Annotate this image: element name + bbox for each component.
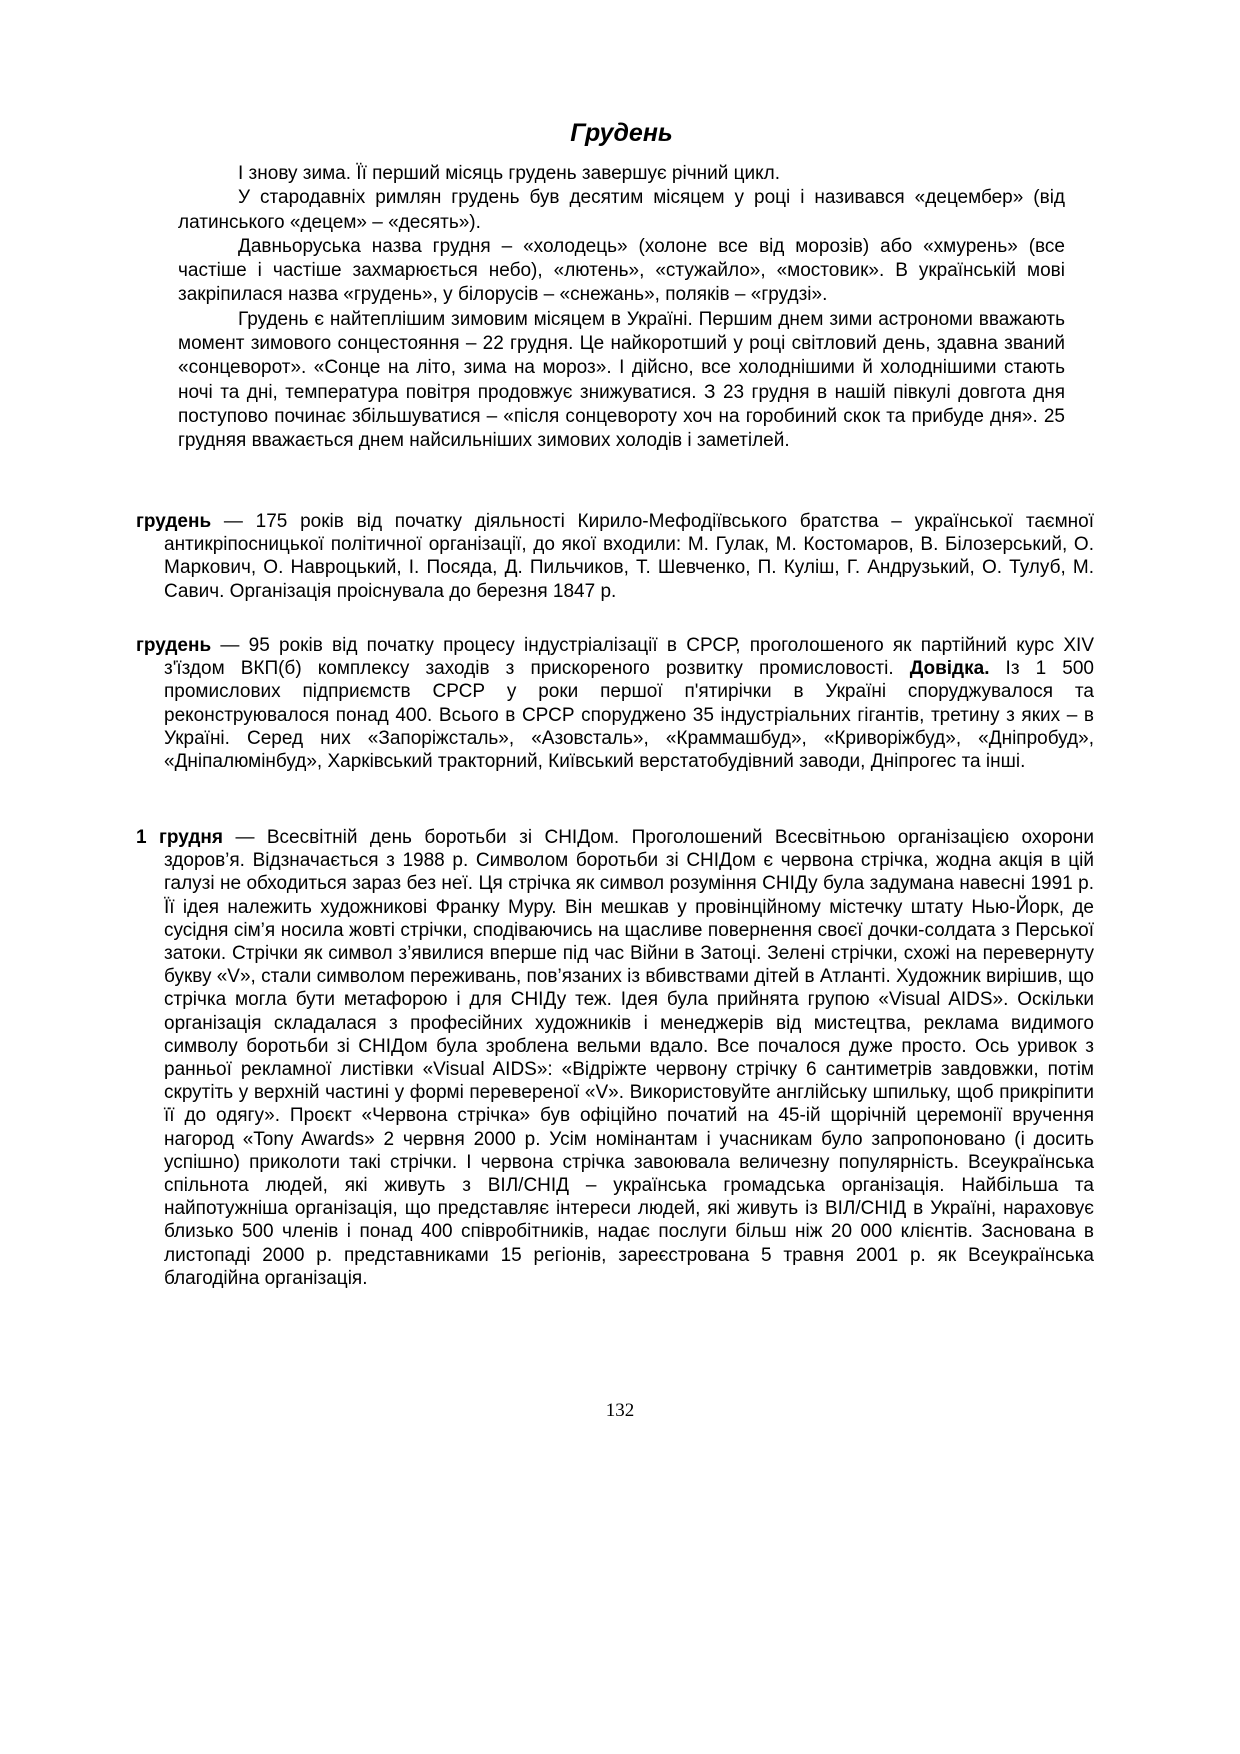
entry-item: [136, 826, 1094, 1290]
entry-text: — Всесвітній день боротьби зі СНІДом. Проголошений Всесвітньою організацією охорони здоров’я. Відзначається з 1988 р. Символом боротьби зі СНІДом є червона стрічка, жодна акція в цій галузі не обходиться зараз без неї. Ця стрічка як символ розуміння СНІДу була задумана навесні 1991 р. Її ідея належить художникові Франку Муру. Він мешкав у провінційному містечку штату Нью-Йорк, де сусідня сім’я носила жовті стрічки, сподіваючись на щасливе повернення своєї дочки-солдата з Перської затоки. Стрічки як символ з’явилися вперше під час Війни в Затоці. Зелені стрічки, схожі на перевернуту букву «V», стали символом переживань, пов’язаних із вбивствами дітей в Атланті. Художник вирішив, що стрічка могла бути метафорою і для СНІДу теж. Ідея була прийнята групою «Visual AIDS». Оскільки організація складалася з професійних художників і менеджерів від мистецтва, реклама видимого символу боротьби зі СНІДом була зроблена вельми вдало. Все почалося дуже просто. Ось уривок з ранньої рекламної листівки «Visual AIDS»: «Відріжте червону стрічку 6 сантиметрів завдовжки, потім скрутіть у верхній частині у формі перевереної «V». Використовуйте англійську шпильку, щоб прикріпити її до одягу». Проєкт «Червона стрічка» був офіційно початий на 45-ій щорічній церемонії вручення нагород «Tony Awards» 2 червня 2000 р. Усім номінантам і учасникам було запропоновано (і досить успішно) приколоти такі стрічки. І червона стрічка завоювала величезну популярність. Всеукраїнська спільнота людей, які живуть з ВІЛ/СНІД – українська громадська організація. Найбільша та найпотужніша організація, що представляє інтереси людей, які живуть із ВІЛ/СНІД в Україні, нараховує близько 500 членів і понад 400 співробітників, надає послуги більш ніж 20 000 клієнтів. Заснована в листопаді 2000 р. представниками 15 регіонів, зареєстрована 5 травня 2001 р. як Всеукраїнська благодійна організація.: [164, 827, 1094, 1289]
entry-text: — 95 років від початку процесу індустріалізації в СРСР, проголошеного як партійний курс XIV з'їздом ВКП(б) комплексу заходів з прискореного розвитку промисловості.: [164, 635, 1094, 680]
page-number: 132: [605, 1400, 635, 1421]
intro-paragraph: Грудень є найтеплішим зимовим місяцем в Україні. Першим днем зими астрономи вважають момент зимового сонцестояння – 22 грудня. Це найкоротший у році світловий день, здавна званий «сонцеворот». «Сонце на літо, зима на мороз». І дійсно, все холоднішими й холоднішими стають ночі та дні, температура повітря продовжує знижуватися. З 23 грудня в нашій півкулі довгота дня поступово починає збільшуватися – «після сонцевороту хоч на горобиний скок та прибуде дня». 25 грудняя вважається днем найсильніших зимових холодів і заметілей.: [178, 308, 1065, 452]
entry-text-continued: Із 1 500 промислових підприємств СРСР у роки першої п'ятирічки в Україні споруджувалося та реконструювалося понад 400. Всього в СРСР споруджено 35 індустріальних гігантів, третину з яких – в Україні. Серед них «Запоріжсталь», «Азовсталь», «Краммашбуд», «Криворіжбуд», «Дніпробуд», «Дніпалюмінбуд», Харківський тракторний, Київський верстатобудівний заводи, Дніпрогес та інші.: [164, 658, 1094, 773]
entry-lead: грудень: [136, 635, 212, 656]
entry-item: [136, 510, 1094, 603]
entry-lead: грудень: [136, 511, 212, 532]
intro-section: [178, 162, 1065, 454]
entry-text: — 175 років від початку діяльності Кирило-Мефодіївського братства – української таємної антикріпосницької політичної організації, до якої входили: М. Гулак, М. Костомаров, В. Білозерський, О. Маркович, О. Навроцький, І. Посяда, Д. Пильчиков, Т. Шевченко, П. Куліш, Г. Андрузький, О. Тулуб, М. Савич. Організація проіснувала до березня 1847 р.: [164, 511, 1094, 602]
entry-item: [136, 634, 1094, 773]
page-title: Грудень: [570, 119, 673, 147]
intro-paragraph: І знову зима. Її перший місяць грудень завершує річний цикл.: [238, 163, 780, 184]
intro-paragraph: У стародавніх римлян грудень був десятим місяцем у році і називався «децембер» (від латинського «децем» – «десять»).: [178, 187, 1065, 233]
entry-note-label: Довідка.: [909, 658, 990, 680]
intro-paragraph: Давньоруська назва грудня – «холодець» (холоне все від морозів) або «хмурень» (все частіше і частіше захмарюється небо), «лютень», «стужайло», «мостовик». В українській мові закріпилася назва «грудень», у білорусів – «снежань», поляків – «грудзі».: [178, 235, 1065, 306]
page-body: [178, 118, 1065, 454]
entry-lead: 1 грудня: [136, 827, 223, 848]
